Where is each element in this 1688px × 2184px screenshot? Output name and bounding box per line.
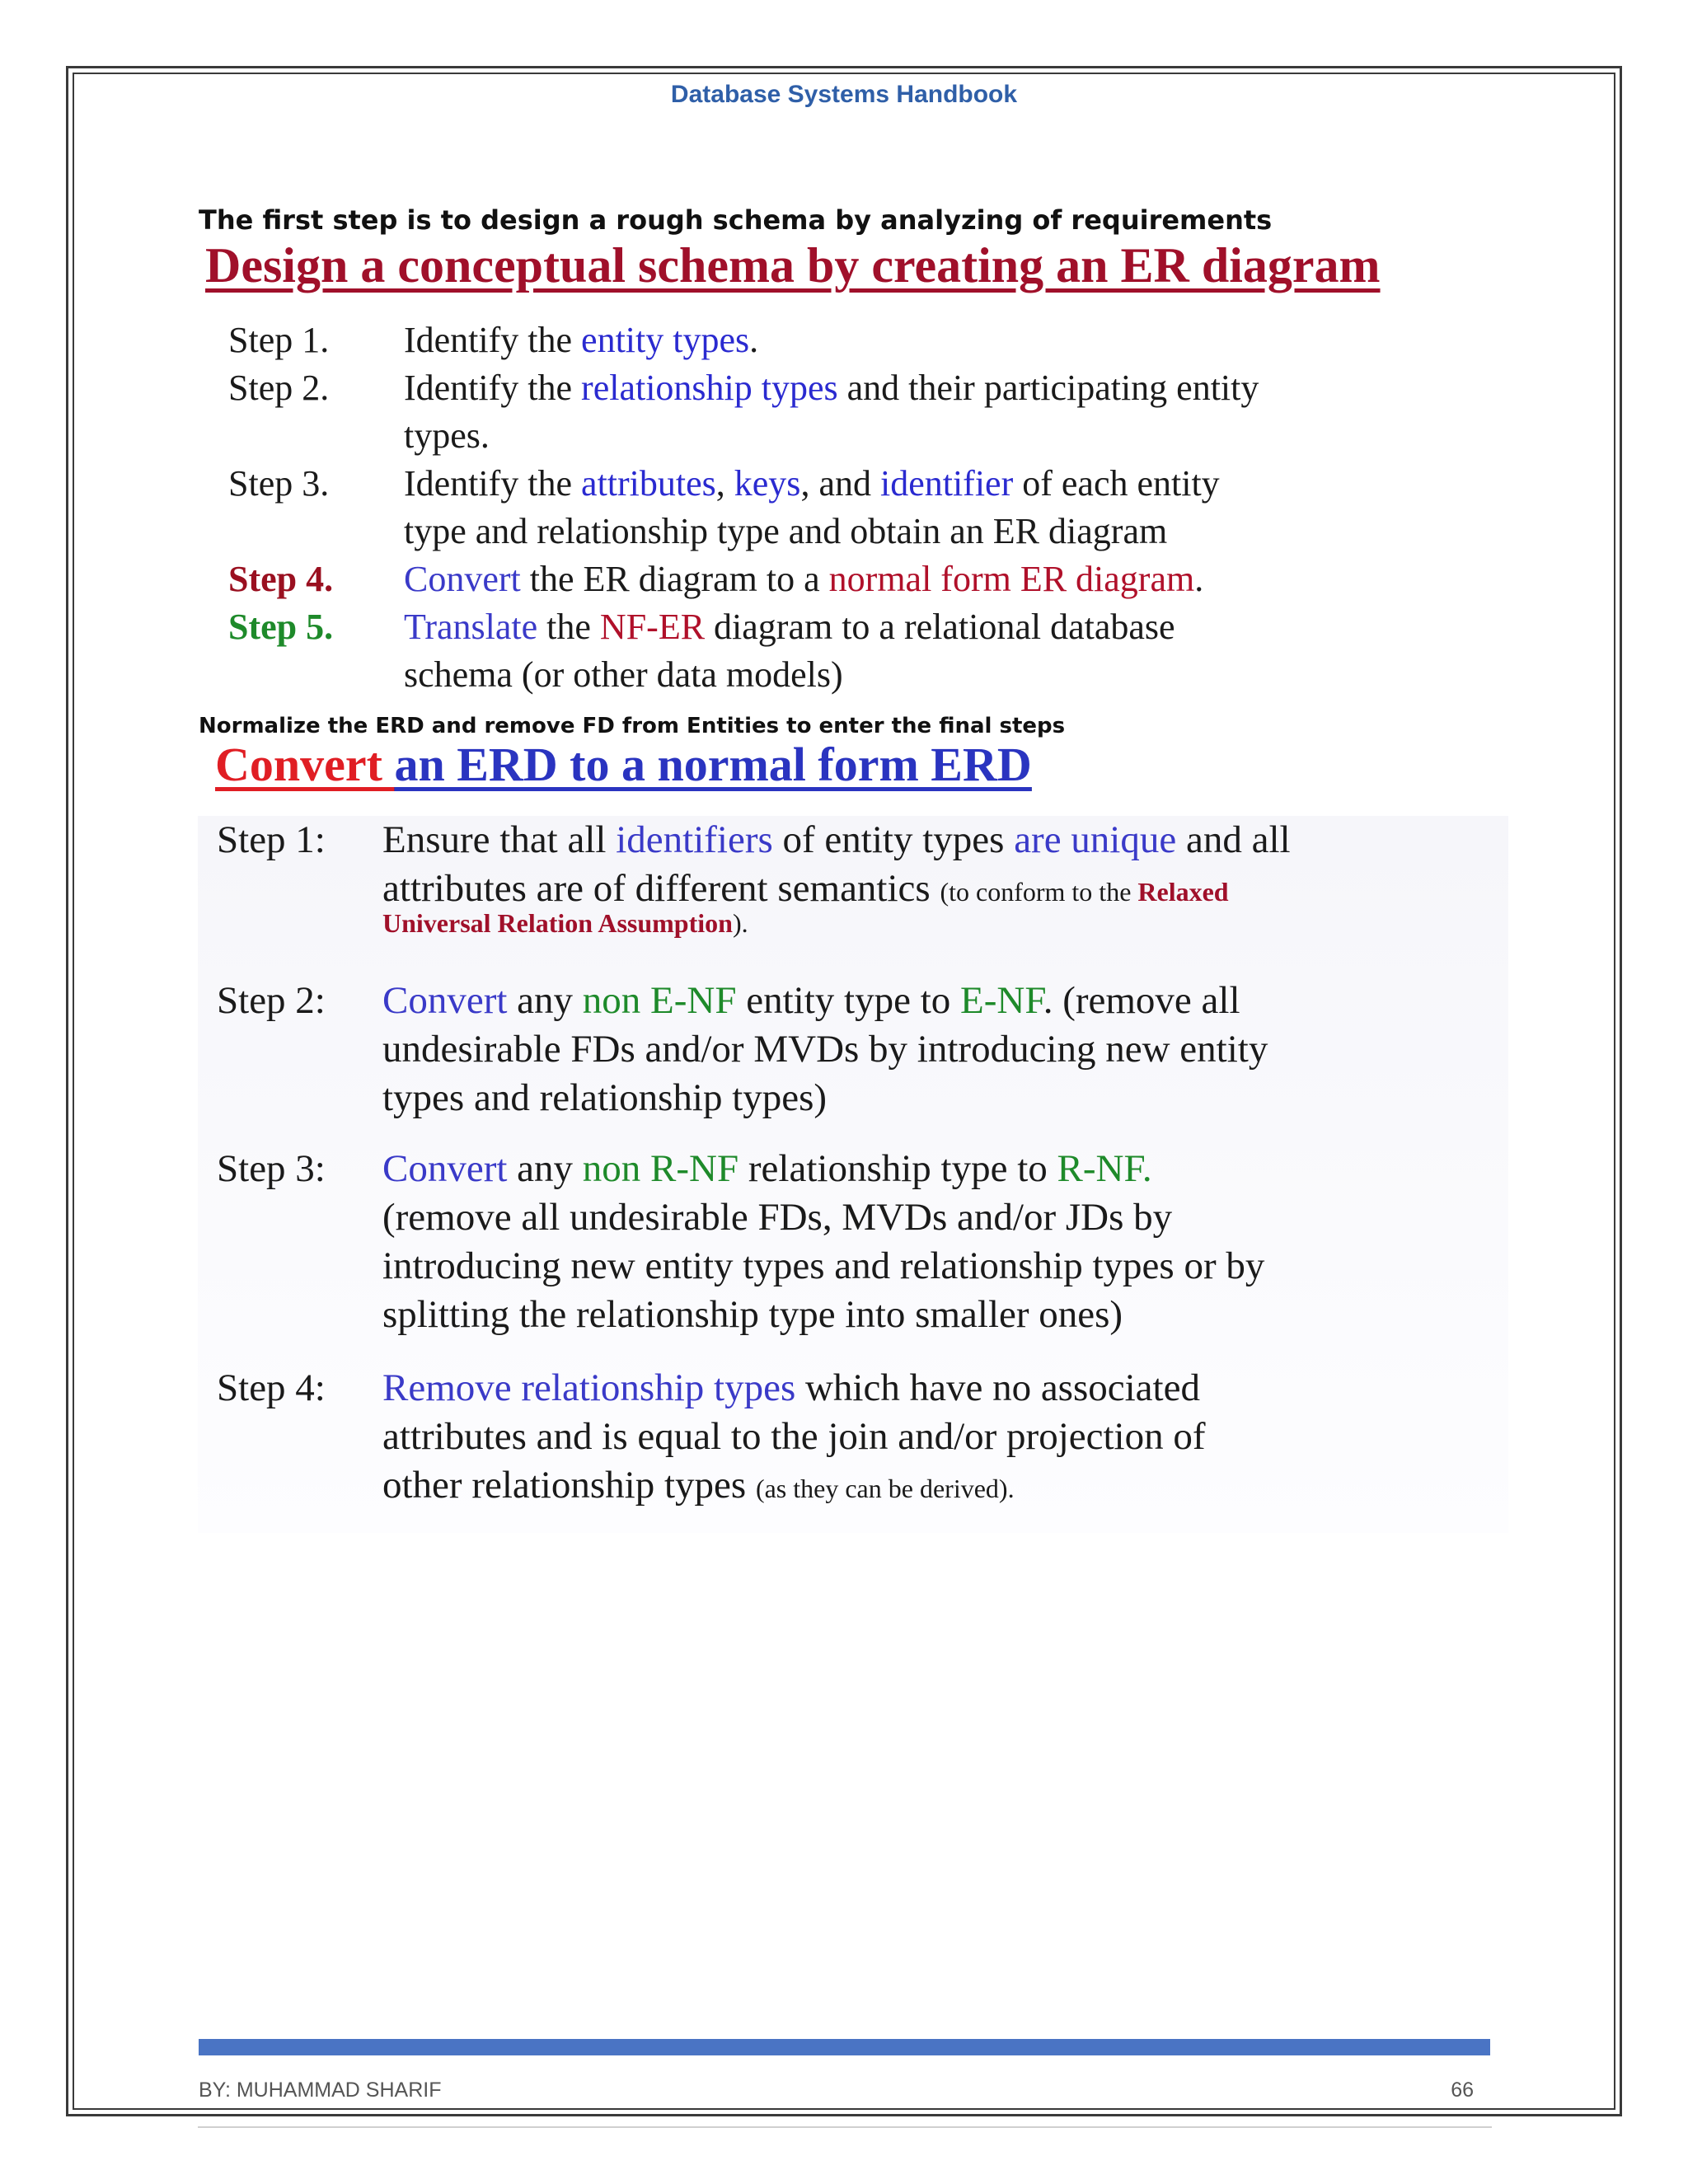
heading-rest: an ERD to a normal form ERD — [394, 738, 1032, 791]
step-label: Step 1: — [217, 818, 326, 861]
bottom-rule — [198, 2126, 1492, 2128]
step-text-continued: undesirable FDs and/or MVDs by introducing new entity — [382, 1028, 1268, 1071]
step-text-continued: attributes are of different semantics (to conform to the Relaxed — [382, 867, 1229, 910]
step-text: Convert any non E-NF entity type to E-NF. (remove all — [382, 979, 1240, 1022]
step-text-continued: types and relationship types) — [382, 1076, 828, 1119]
step-text: Convert the ER diagram to a normal form ER diagram. — [404, 559, 1204, 599]
step-label: Step 2. — [228, 368, 330, 408]
step-label: Step 4. — [228, 559, 334, 599]
step-text-continued: (remove all undesirable FDs, MVDs and/or JDs by — [382, 1196, 1173, 1239]
step-text: Identify the attributes, keys, and identifier of each entity — [404, 463, 1220, 504]
page-number: 66 — [1451, 2079, 1474, 2102]
step-text: Identify the relationship types and their participating entity — [404, 368, 1259, 408]
header-title: Database Systems Handbook — [670, 81, 1018, 108]
intro-text-1: The first step is to design a rough schema by analyzing of requirements — [199, 204, 1273, 236]
step-text: Identify the entity types. — [404, 320, 759, 360]
step-label: Step 3. — [228, 463, 330, 504]
slide-heading-1: Design a conceptual schema by creating an ER diagram — [205, 238, 1381, 293]
step-text-continued: schema (or other data models) — [404, 654, 843, 695]
step-text: Ensure that all identifiers of entity types are unique and all — [382, 818, 1291, 861]
step-text: Convert any non R-NF relationship type to R-NF. — [382, 1147, 1152, 1190]
slide-heading-2 — [215, 737, 1032, 792]
step-label: Step 3: — [217, 1147, 326, 1190]
step-label: Step 1. — [228, 320, 330, 360]
step-label: Step 2: — [217, 979, 326, 1022]
step-text-continued: type and relationship type and obtain an ER diagram — [404, 511, 1168, 551]
step-text-continued: other relationship types (as they can be derived). — [382, 1464, 1015, 1507]
footer-author: BY: MUHAMMAD SHARIF — [199, 2079, 442, 2102]
step-text: Remove relationship types which have no associated — [382, 1366, 1200, 1409]
heading-convert-word: Convert — [215, 738, 395, 791]
step-label: Step 5. — [228, 607, 334, 647]
step-text-continued: Universal Relation Assumption). — [382, 908, 748, 938]
step-text-continued: splitting the relationship type into smaller ones) — [382, 1293, 1123, 1336]
intro-text-2: Normalize the ERD and remove FD from Entities to enter the final steps — [199, 714, 1066, 738]
step-label: Step 4: — [217, 1366, 326, 1409]
step-text-continued: types. — [404, 415, 490, 456]
step-text-continued: attributes and is equal to the join and/or projection of — [382, 1415, 1206, 1458]
step-text-continued: introducing new entity types and relationship types or by — [382, 1244, 1265, 1287]
footer-bar — [199, 2039, 1490, 2055]
step-text: Translate the NF-ER diagram to a relational database — [404, 607, 1175, 647]
